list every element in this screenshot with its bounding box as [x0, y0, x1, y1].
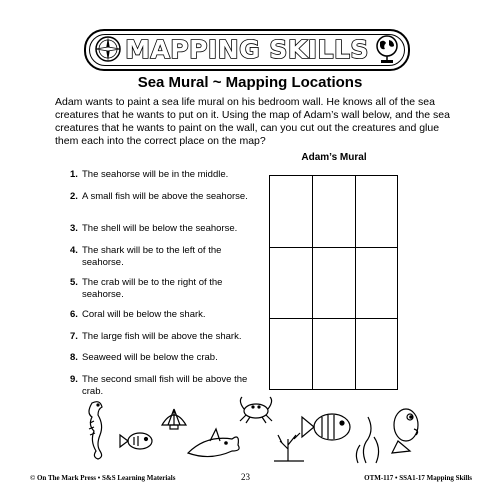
mural-cell-middle-right[interactable]: [355, 247, 398, 319]
item-number: 3.: [70, 223, 78, 234]
list-item: [70, 331, 262, 343]
list-item: [70, 309, 262, 321]
seaweed-icon: [356, 417, 378, 463]
item-text: A small fish will be above the seahorse.: [82, 191, 248, 202]
crab-icon: [240, 397, 272, 423]
item-text: The shell will be below the seahorse.: [82, 223, 238, 234]
second-small-fish-icon: [392, 409, 418, 453]
mural-cell-bottom-middle[interactable]: [312, 318, 356, 390]
small-fish-icon: [120, 433, 152, 449]
footer-publisher: © On The Mark Press • S&S Learning Materials: [30, 474, 176, 482]
item-text: The crab will be to the right of the seahorse.: [82, 277, 223, 300]
worksheet-subtitle: Sea Mural ~ Mapping Locations: [137, 74, 363, 91]
mural-cell-top-right[interactable]: [355, 175, 398, 248]
mural-cell-top-left[interactable]: [269, 175, 313, 248]
mural-cell-bottom-right[interactable]: [355, 318, 398, 390]
page-title: MAPPING SKILLS: [125, 35, 369, 64]
item-number: 7.: [70, 331, 78, 342]
mural-cell-middle-left[interactable]: [269, 247, 313, 319]
item-text: Seaweed will be below the crab.: [82, 352, 218, 363]
item-number: 5.: [70, 277, 78, 288]
mural-label: Adam’s Mural: [301, 152, 367, 163]
seahorse-icon: [89, 402, 102, 459]
mural-cell-center[interactable]: [312, 247, 356, 319]
item-number: 9.: [70, 374, 78, 385]
item-text: The shark will be to the left of the seahorse.: [82, 245, 222, 268]
mural-grid[interactable]: [269, 175, 398, 390]
item-text: The large fish will be above the shark.: [82, 331, 242, 342]
item-number: 8.: [70, 352, 78, 363]
intro-paragraph: Adam wants to paint a sea life mural on his bedroom wall. He knows all of the sea creatures that he wants to put on it. Using the map of Adam’s wall below, and the sea creatures that he wants to paint on the wall, can you cut out the creatures and glue them each into the correct place on the map?: [55, 96, 450, 147]
mural-cell-top-middle[interactable]: [312, 175, 356, 248]
item-text: The seahorse will be in the middle.: [82, 169, 229, 180]
list-item: [70, 191, 262, 203]
item-number: 6.: [70, 309, 78, 320]
item-number: 2.: [70, 191, 78, 202]
item-text: The second small fish will be above the crab.: [82, 374, 248, 397]
title-banner: [84, 29, 410, 71]
sea-creatures-strip: [70, 395, 440, 465]
list-item: [70, 352, 262, 364]
shark-icon: [188, 429, 239, 457]
list-item: [70, 245, 262, 269]
coral-icon: [274, 433, 304, 461]
item-number: 1.: [70, 169, 78, 180]
item-number: 4.: [70, 245, 78, 256]
footer-product-code: OTM-117 • SSA1-17 Mapping Skills: [364, 474, 472, 482]
list-item: [70, 223, 262, 235]
item-text: Coral will be below the shark.: [82, 309, 206, 320]
shell-icon: [162, 409, 186, 429]
globe-icon: [374, 34, 400, 64]
footer-page-number: 23: [241, 472, 250, 482]
list-item: [70, 277, 262, 301]
list-item: [70, 169, 262, 181]
mural-cell-bottom-left[interactable]: [269, 318, 313, 390]
large-fish-icon: [302, 414, 350, 440]
